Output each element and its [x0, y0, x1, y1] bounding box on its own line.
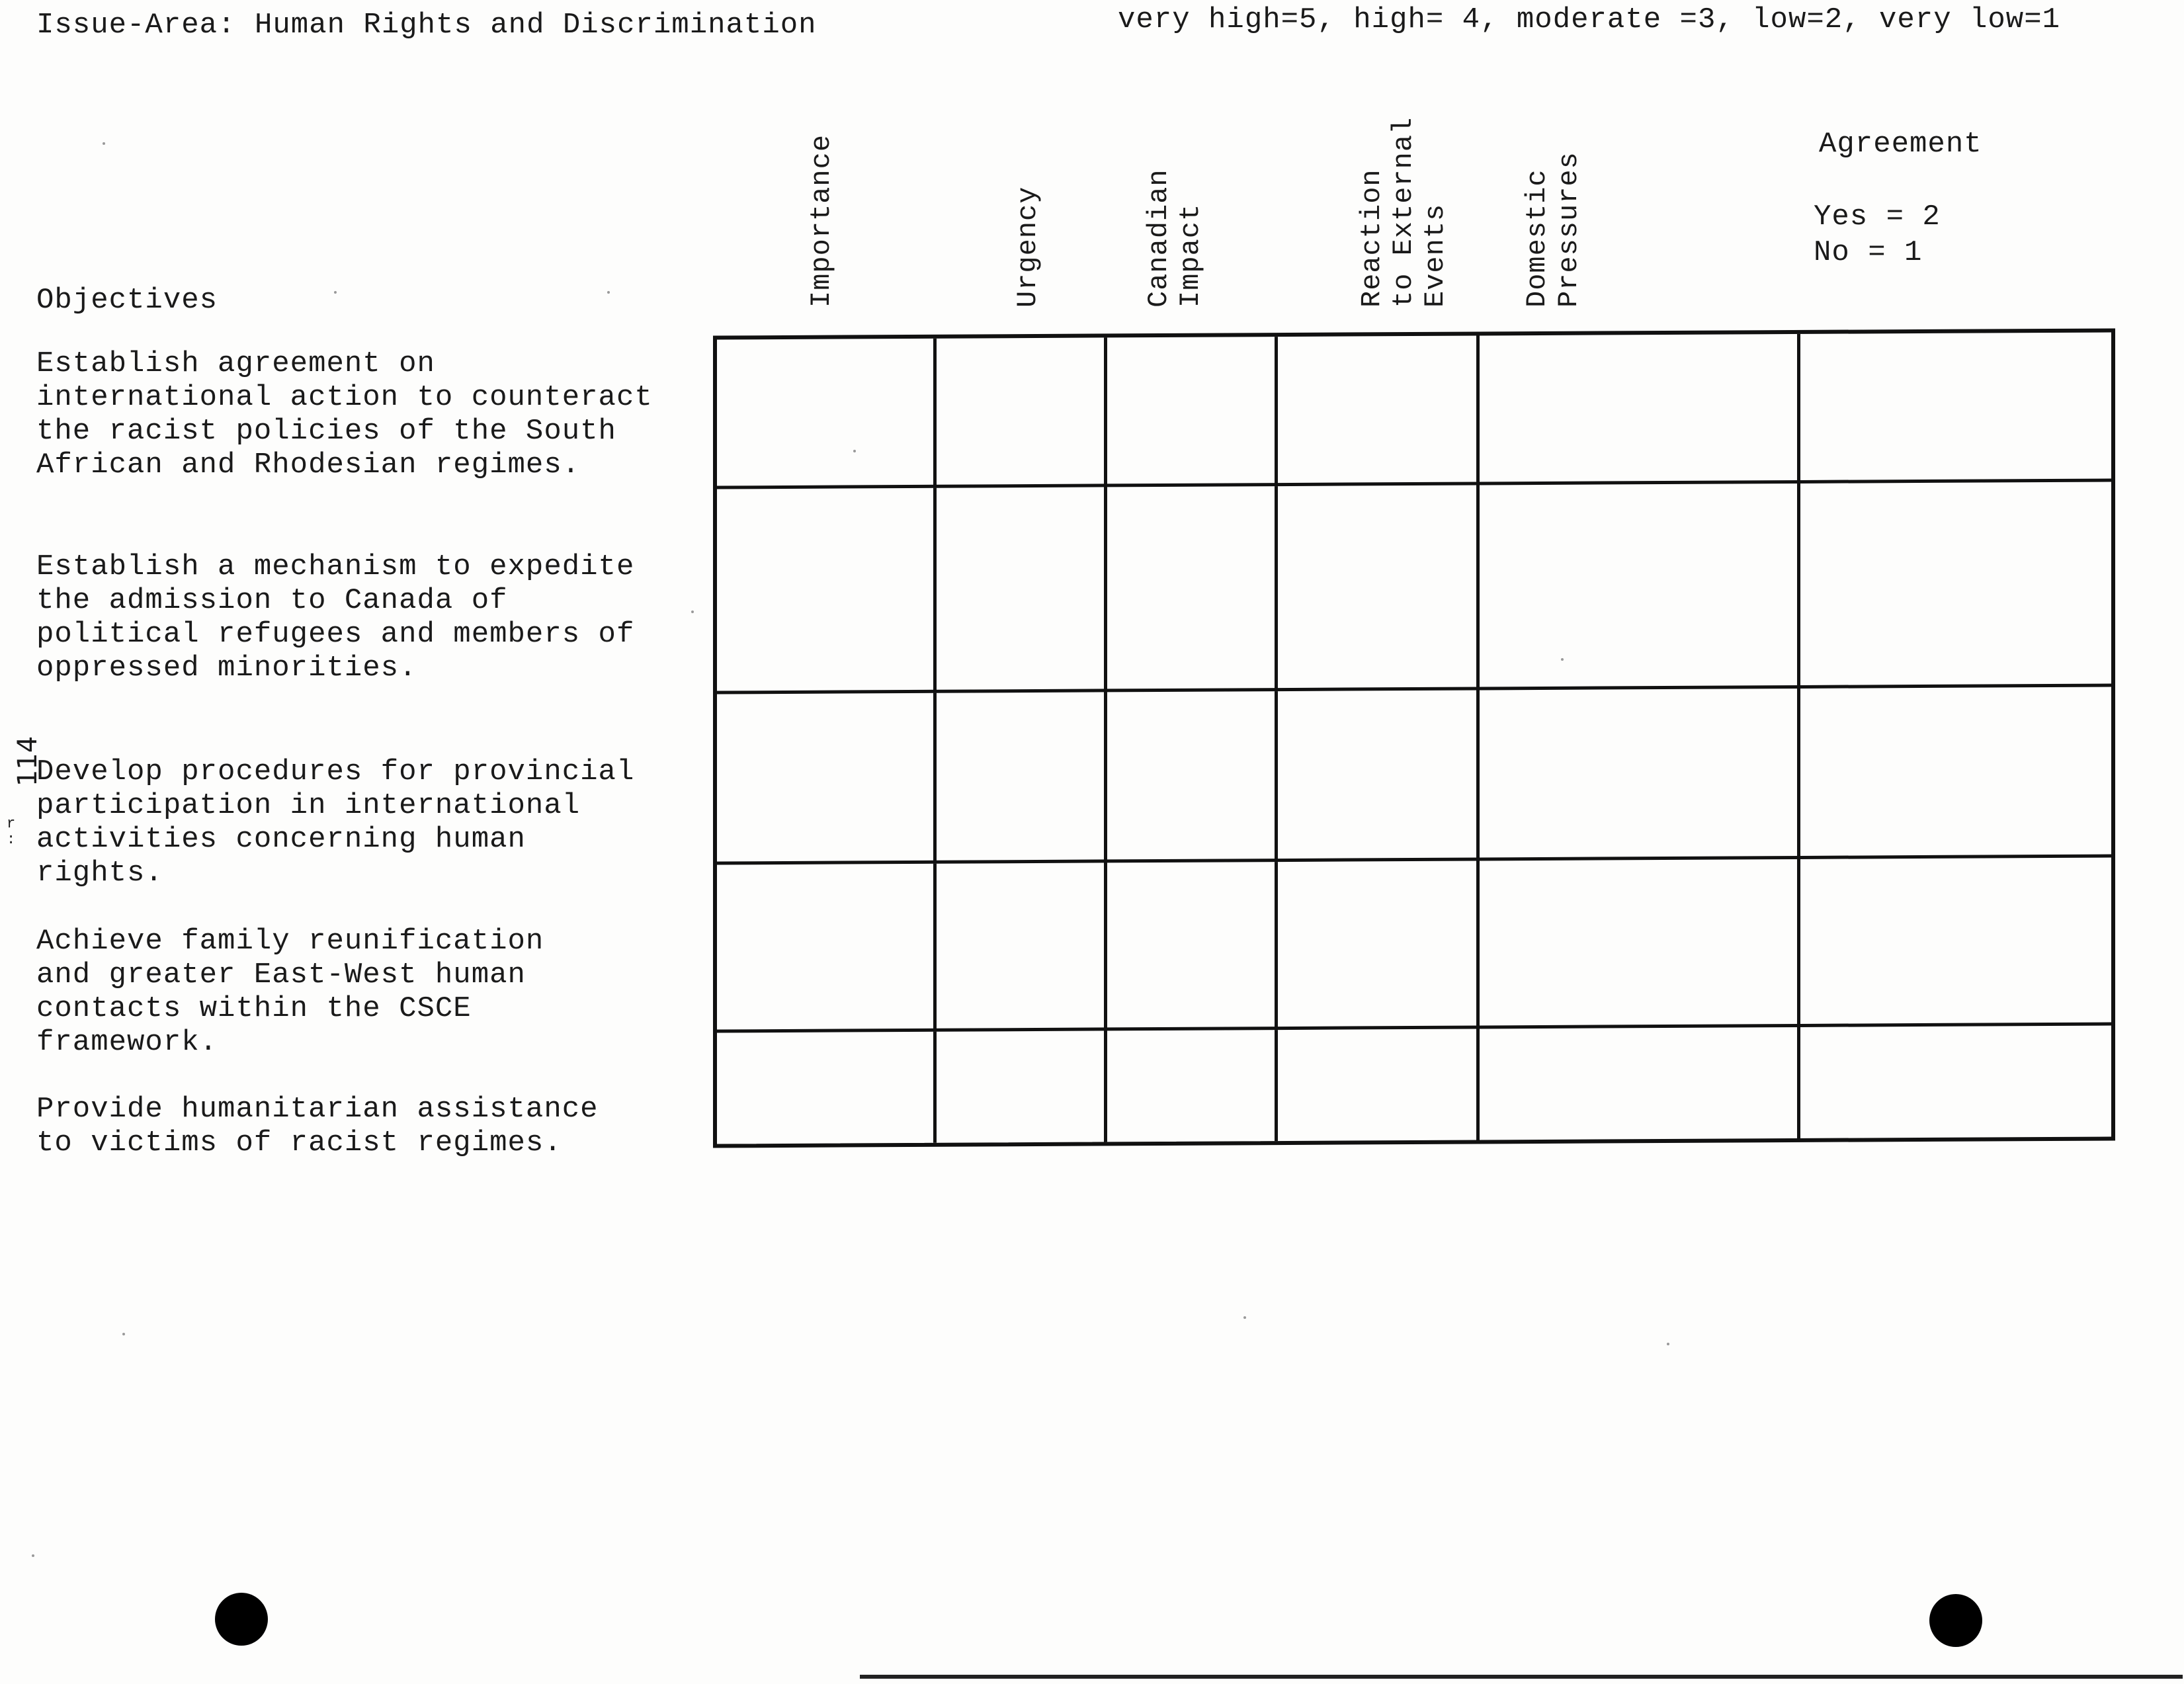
issue-area-label: Issue-Area:	[36, 9, 236, 42]
scan-speck	[122, 1333, 125, 1335]
rating-cell[interactable]	[1480, 1027, 1800, 1140]
scan-speck	[607, 291, 610, 294]
rating-grid	[713, 328, 2115, 1148]
agreement-cell[interactable]	[1800, 687, 2111, 859]
scan-speck	[1243, 1316, 1246, 1319]
rating-cell[interactable]	[1480, 334, 1800, 485]
rating-scale-legend: very high=5, high= 4, moderate =3, low=2, very low=1	[1118, 3, 2061, 36]
binder-hole-right	[1929, 1594, 1982, 1647]
bottom-edge-line	[860, 1675, 2183, 1679]
scan-speck	[103, 142, 105, 145]
agreement-yes-value: Yes = 2	[1814, 200, 1941, 233]
rating-cell[interactable]	[717, 339, 937, 489]
rating-cell[interactable]	[1107, 1030, 1278, 1142]
agreement-cell[interactable]	[1800, 1025, 2111, 1138]
column-header-reaction-external: Reaction to External Events	[1356, 116, 1451, 308]
agreement-no-value: No = 1	[1814, 236, 1923, 269]
rating-cell[interactable]	[1278, 485, 1480, 691]
scan-speck	[1667, 1343, 1669, 1345]
column-header-domestic-pressures: Domestic Pressures	[1521, 151, 1585, 308]
agreement-heading: Agreement	[1819, 128, 1982, 161]
rating-cell[interactable]	[717, 488, 937, 695]
scan-speck	[334, 291, 337, 294]
rating-cell[interactable]	[1278, 335, 1480, 486]
rating-cell[interactable]	[937, 337, 1107, 487]
scan-speck	[32, 1554, 34, 1557]
rating-cell[interactable]	[1278, 861, 1480, 1030]
issue-area-value: Human Rights and Discrimination	[255, 9, 817, 42]
objective-item: Establish a mechanism to expedite the admission to Canada of political refugees and members of oppressed minorities.	[36, 550, 635, 685]
rating-cell[interactable]	[937, 1031, 1107, 1142]
rating-cell[interactable]	[1480, 689, 1800, 861]
rating-cell[interactable]	[937, 487, 1107, 693]
objectives-heading: Objectives	[36, 284, 218, 317]
rating-cell[interactable]	[717, 1032, 937, 1144]
scan-speck	[1561, 658, 1564, 661]
binder-hole-left	[215, 1593, 268, 1646]
rating-cell[interactable]	[1278, 1029, 1480, 1141]
rating-cell[interactable]	[1107, 691, 1278, 863]
agreement-cell[interactable]	[1800, 482, 2111, 688]
column-header-canadian-impact: Canadian Impact	[1143, 169, 1206, 308]
column-header-urgency: Urgency	[1012, 186, 1044, 308]
agreement-cell[interactable]	[1800, 332, 2111, 483]
rating-cell[interactable]	[937, 692, 1107, 863]
scan-speck	[853, 450, 856, 452]
rating-cell[interactable]	[1480, 484, 1800, 691]
rating-cell[interactable]	[937, 863, 1107, 1031]
scan-speck	[691, 610, 694, 613]
objective-item: Provide humanitarian assistance to victims of racist regimes.	[36, 1093, 599, 1159]
rating-cell[interactable]	[1107, 862, 1278, 1031]
objective-item: Establish agreement on international action to counteract the racist policies of the South African and Rhodesian regimes.	[36, 347, 653, 482]
rating-cell[interactable]	[717, 693, 937, 865]
rating-cell[interactable]	[1278, 690, 1480, 862]
margin-ticks: r :	[7, 816, 16, 848]
column-header-importance: Importance	[806, 134, 837, 308]
rating-cell[interactable]	[1107, 337, 1278, 487]
objective-item: Develop procedures for provincial participation in international activities concerning human rights.	[36, 755, 635, 890]
handwritten-page-number: 114	[13, 736, 44, 787]
rating-cell[interactable]	[717, 864, 937, 1033]
rating-cell[interactable]	[1480, 859, 1800, 1029]
agreement-cell[interactable]	[1800, 857, 2111, 1027]
rating-cell[interactable]	[1107, 486, 1278, 692]
objective-item: Achieve family reunification and greater East-West human contacts within the CSCE framework.	[36, 925, 544, 1059]
